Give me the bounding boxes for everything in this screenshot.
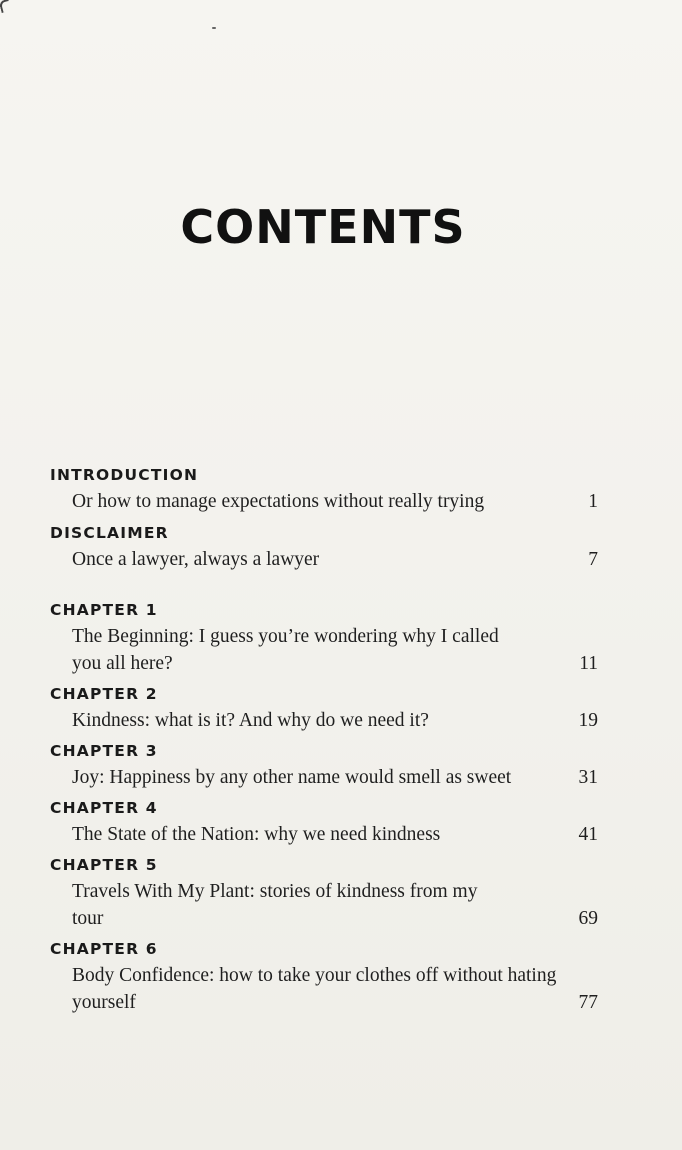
entry-page-number: 11 bbox=[579, 653, 598, 674]
entry-title: Joy: Happiness by any other name would smell as sweet bbox=[72, 767, 512, 788]
entry-title: Once a lawyer, always a lawyer bbox=[72, 549, 320, 570]
entry-page-number: 19 bbox=[578, 710, 598, 731]
entry-title: The State of the Nation: why we need kindness bbox=[72, 824, 441, 845]
toc-entry-chapter-5 bbox=[50, 852, 602, 932]
entry-page-number: 69 bbox=[578, 908, 598, 929]
entry-label: DISCLAIMER bbox=[50, 524, 169, 542]
toc-entry-disclaimer bbox=[50, 520, 602, 573]
entry-row bbox=[50, 488, 602, 515]
entry-page-number: 77 bbox=[578, 992, 598, 1013]
entry-label: CHAPTER 3 bbox=[50, 742, 158, 760]
entry-title: Body Confidence: how to take your clothes off without hating yourself bbox=[72, 965, 557, 1013]
entry-page-number: 7 bbox=[588, 549, 598, 570]
entry-title: Or how to manage expectations without really trying bbox=[72, 491, 485, 512]
entry-label: CHAPTER 4 bbox=[50, 799, 158, 817]
toc-entry-chapter-4 bbox=[50, 795, 602, 848]
entry-title: Travels With My Plant: stories of kindness from my tour bbox=[72, 881, 478, 929]
entry-label: CHAPTER 5 bbox=[50, 856, 158, 874]
entry-row bbox=[50, 764, 602, 791]
toc-entry-chapter-3 bbox=[50, 738, 602, 791]
corner-mark bbox=[0, 0, 11, 13]
entry-page-number: 31 bbox=[578, 767, 598, 788]
entry-label: CHAPTER 2 bbox=[50, 685, 158, 703]
ink-speck bbox=[212, 27, 216, 29]
entry-label: INTRODUCTION bbox=[50, 466, 199, 484]
entry-page-number: 41 bbox=[578, 824, 598, 845]
entry-label: CHAPTER 1 bbox=[50, 601, 158, 619]
entry-row bbox=[50, 546, 602, 573]
entry-row bbox=[50, 623, 602, 677]
toc-entry-chapter-6 bbox=[50, 936, 602, 1016]
entry-row bbox=[50, 962, 602, 1016]
entry-row bbox=[50, 821, 602, 848]
entry-label: CHAPTER 6 bbox=[50, 940, 158, 958]
entry-row bbox=[50, 707, 602, 734]
entry-title: Kindness: what is it? And why do we need it? bbox=[72, 710, 429, 731]
entry-row bbox=[50, 878, 602, 932]
toc-entry-introduction bbox=[50, 462, 602, 515]
page-title: CONTENTS bbox=[180, 200, 466, 254]
entry-page-number: 1 bbox=[588, 491, 598, 512]
toc-entry-chapter-2 bbox=[50, 681, 602, 734]
toc-entry-chapter-1 bbox=[50, 597, 602, 677]
table-of-contents bbox=[50, 462, 602, 1016]
entry-title: The Beginning: I guess you’re wondering why I called you all here? bbox=[72, 626, 499, 674]
